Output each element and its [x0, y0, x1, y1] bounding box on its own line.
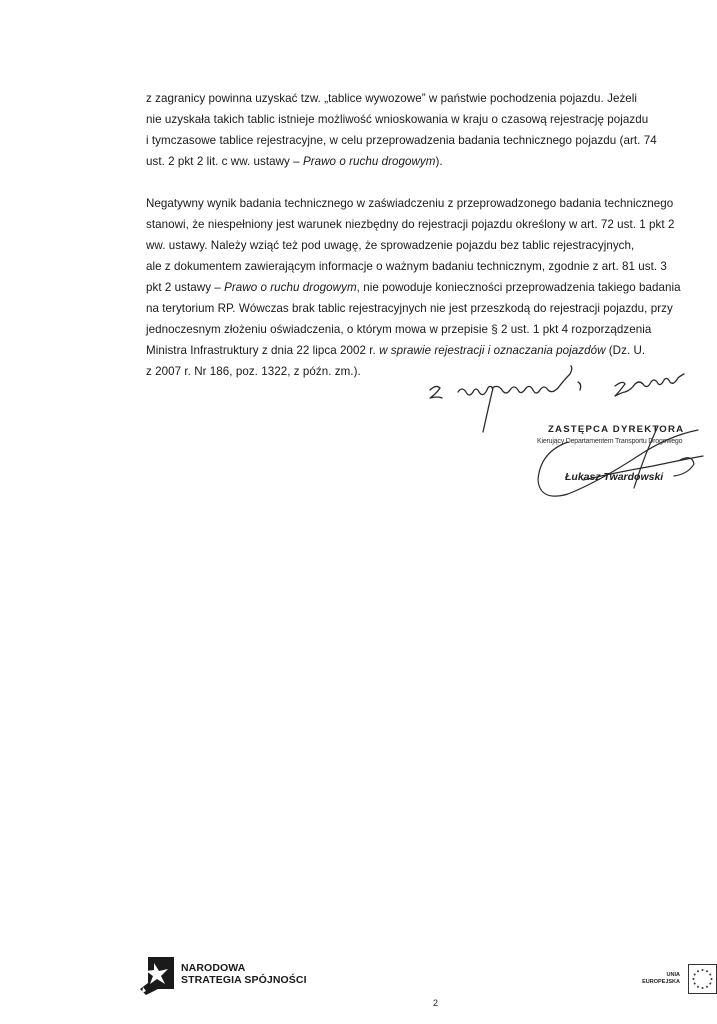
- eu-label-line2: EUROPEJSKA: [642, 979, 680, 985]
- text-line: [146, 344, 645, 358]
- eu-label-line1: UNIA: [666, 972, 680, 978]
- text-segment: , nie powoduje konieczności przeprowadzenia takiego badania: [356, 281, 681, 294]
- text-line: na terytorium RP. Wówczas brak tablic rejestracyjnych nie jest przeszkodą do rejestracji pojazdu, przy: [146, 302, 673, 315]
- eu-flag-icon: [688, 964, 717, 994]
- handwritten-signature: [528, 420, 717, 505]
- text-line: jednoczesnym złożeniu oświadczenia, o którym mowa w przepisie § 2 ust. 1 pkt 4 rozporządzenia: [146, 323, 652, 336]
- text-line: ale z dokumentem zawierającym informacje o ważnym badaniu technicznym, zgodnie z art. 81 ust. 3: [146, 260, 667, 273]
- italic-regulation-title: w sprawie rejestracji i oznaczania pojazdów: [379, 344, 606, 357]
- text-line: [146, 281, 681, 295]
- nss-logo-line2: STRATEGIA SPÓJNOŚCI: [181, 974, 307, 986]
- text-line: z zagranicy powinna uzyskać tzw. „tablice wywozowe” w państwie pochodzenia pojazdu. Jeżeli: [146, 92, 638, 105]
- signer-name: Łukasz Twardowski: [565, 471, 664, 483]
- text-line: stanowi, że niespełniony jest warunek niezbędny do rejestracji pojazdu określony w art. 72 ust. 1 pkt 2: [146, 218, 675, 231]
- text-line: Negatywny wynik badania technicznego w zaświadczeniu z przeprowadzonego badania technicznego: [146, 197, 674, 210]
- nss-logo-line1: NARODOWA: [181, 962, 246, 974]
- nss-logo: [140, 957, 325, 997]
- text-line: z 2007 r. Nr 186, poz. 1322, z późn. zm.).: [146, 365, 361, 378]
- italic-act-title: Prawo o ruchu drogowym: [302, 155, 436, 168]
- text-line: nie uzyskała takich tablic istnieje możliwość wnioskowania w kraju o czasową rejestrację pojazdu: [146, 113, 649, 126]
- eu-label: [636, 972, 680, 986]
- text-line: ww. ustawy. Należy wziąć też pod uwagę, że sprowadzenie pojazdu bez tablic rejestracyjnych,: [146, 239, 635, 252]
- page-number: 2: [433, 998, 439, 1008]
- signer-department: Kierujący Departamentem Transportu Drogowego: [537, 438, 683, 445]
- text-segment: (Dz. U.: [605, 344, 646, 357]
- text-line: i tymczasowe tablice rejestracyjne, w celu przeprowadzenia badania technicznego pojazdu (art. 74: [146, 134, 657, 147]
- nss-emblem-icon: [140, 957, 174, 995]
- text-segment: pkt 2 ustawy –: [146, 281, 225, 294]
- text-segment: ).: [435, 155, 443, 168]
- signer-title: ZASTĘPCA DYREKTORA: [548, 424, 685, 435]
- italic-act-title: Prawo o ruchu drogowym: [224, 281, 357, 294]
- text-line: [146, 155, 443, 169]
- text-segment: ust. 2 pkt 2 lit. c ww. ustawy –: [146, 155, 303, 168]
- text-segment: Ministra Infrastruktury z dnia 22 lipca 2002 r.: [146, 344, 380, 357]
